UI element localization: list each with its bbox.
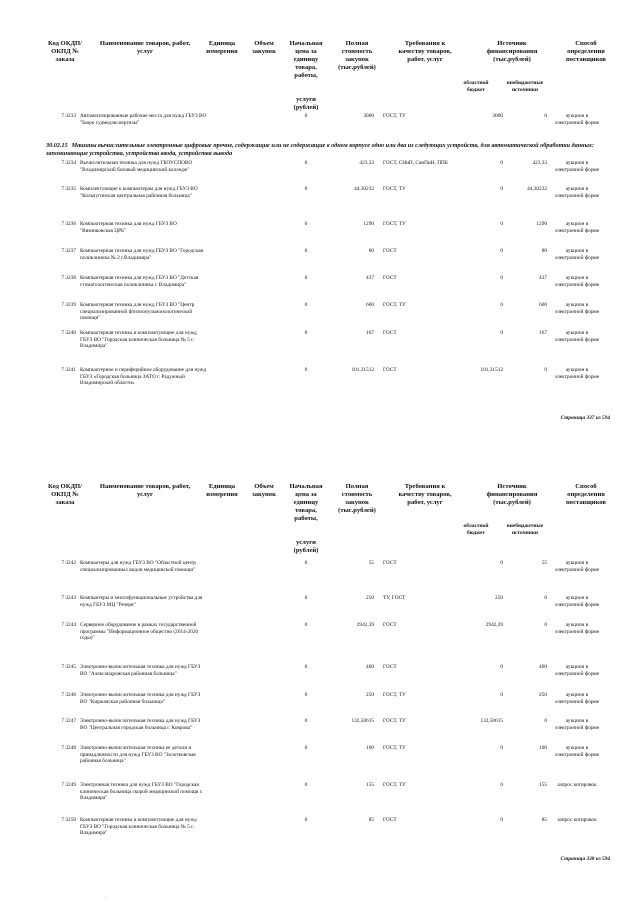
- header-code: Код ОКДП/ ОКПД № заказа: [48, 483, 82, 506]
- unit-price: 0: [304, 817, 308, 823]
- order-code: 7 3247: [61, 718, 76, 724]
- procurement-method: аукцион в электронной форме: [554, 221, 600, 234]
- extra-budget: 55: [541, 560, 547, 566]
- quality-requirements: ГОСТ, ТУ: [383, 782, 406, 788]
- quality-requirements: ГОСТ, ТУ: [383, 745, 406, 751]
- procurement-method: аукцион в электронной форме: [554, 718, 600, 731]
- regional-budget: 0: [500, 745, 503, 751]
- order-code: 7 3233: [61, 113, 76, 119]
- unit-price: 0: [304, 664, 308, 670]
- procurement-method: запрос котировок: [557, 817, 597, 823]
- item-name: Электронно-вычислительная техника для нужд ГБУЗ ВО "Киржачская районная больница": [80, 692, 201, 705]
- quality-requirements: ГОСТ, ТУ: [383, 186, 406, 192]
- item-name: Компьютерное и периферийное оборудование для нужд ГБУЗ «Городская больница ЗАТО г. Радужный Владимирской области»: [80, 367, 207, 387]
- extra-budget: 1290: [536, 221, 547, 227]
- header-name: Наименование товаров, работ, услуг: [99, 40, 191, 55]
- extra-budget: 0: [544, 718, 547, 724]
- quality-requirements: ГОСТ: [383, 560, 397, 566]
- okpd-code: 30.02.15: [46, 142, 68, 149]
- total-cost: 437: [366, 275, 374, 281]
- header-source: Источник финансирования (тыс.рублей): [486, 483, 538, 506]
- extra-budget: 437: [539, 275, 547, 281]
- procurement-method: запрос котировок: [557, 782, 597, 788]
- regional-budget: 0: [500, 302, 503, 308]
- header-name: Наименование товаров, работ, услуг: [99, 483, 191, 498]
- order-code: 7 3237: [61, 248, 76, 254]
- item-name: Компьютерная техника для нужд ГБУЗ ВО "Центр специализированной фтизиопульмонологической помощи": [80, 302, 195, 322]
- regional-budget: 2942,39: [485, 622, 503, 628]
- extra-budget: 250: [539, 692, 547, 698]
- total-cost: 85: [368, 817, 374, 823]
- procurement-method: аукцион в электронной форме: [554, 367, 600, 380]
- total-cost: 44,30232: [354, 186, 374, 192]
- regional-budget: 3000: [492, 113, 503, 119]
- quality-requirements: ГОСТ: [383, 248, 397, 254]
- procurement-method: аукцион в электронной форме: [554, 622, 600, 635]
- header-price: Начальная цена за единицу товара, работы,: [289, 40, 323, 79]
- item-name: Компьютерная техника для нужд ГБУЗ ВО "Вязниковская ЦРБ": [80, 221, 177, 234]
- header-method: Способ определения поставщиков: [566, 40, 606, 63]
- regional-budget: 0: [500, 817, 503, 823]
- order-code: 7 3242: [61, 560, 76, 566]
- header-cost: Полная стоимость закупок (тыс.рублей): [338, 483, 376, 514]
- regional-budget: 250: [495, 595, 503, 601]
- quality-requirements: ТУ, ГОСТ: [383, 595, 406, 601]
- unit-price: 0: [304, 302, 308, 308]
- unit-price: 0: [304, 186, 308, 192]
- header-source-regional: областной бюджет: [463, 523, 489, 536]
- item-name: Электронно-вычислительная техника для нужд ГБУЗ ВО "Центральная городская больница г. Коврова": [80, 718, 201, 731]
- item-name: Компьютерная техника для нужд ГБУЗ ВО "Городская поликлиника № 2 г.Владимира": [80, 248, 203, 261]
- quality-requirements: ГОСТ, СНиП, СанПиН, ППБ: [383, 160, 448, 166]
- header-price-services: услуги (рублей): [293, 539, 319, 554]
- extra-budget: 600: [539, 302, 547, 308]
- quality-requirements: ГОСТ, ТУ: [383, 718, 406, 724]
- order-code: 7 3243: [61, 595, 76, 601]
- total-cost: 1290: [363, 221, 374, 227]
- unit-price: 0: [304, 782, 308, 788]
- extra-budget: 0: [544, 595, 547, 601]
- quality-requirements: ГОСТ, ТУ: [383, 113, 406, 119]
- header-unit: Единица измерения: [206, 483, 238, 498]
- unit-price: 0: [304, 221, 308, 227]
- header-price: Начальная цена за единицу товара, работы,: [289, 483, 323, 522]
- item-name: Вычислительная техника для нужд ГБОУСПОВО "Владимирский базовый медицинский колледж": [80, 160, 193, 173]
- item-name: Комплектующие к компьютерам для нужд ГБУЗ ВО "Кольчугинская центральная районная больница": [80, 186, 198, 199]
- total-cost: 3000: [363, 113, 374, 119]
- quality-requirements: ГОСТ, ТУ: [383, 302, 406, 308]
- order-code: 7 3235: [61, 186, 76, 192]
- regional-budget: 0: [500, 330, 503, 336]
- quality-requirements: ГОСТ: [383, 664, 397, 670]
- order-code: 7 3241: [61, 367, 76, 373]
- header-volume: Объем закупок: [252, 40, 276, 55]
- procurement-method: аукцион в электронной форме: [554, 745, 600, 758]
- item-name: Компьютерная техника для нужд ГБУЗ ВО "Детская стоматологическая поликлиника г. Владимира": [80, 275, 199, 288]
- unit-price: 0: [304, 367, 308, 373]
- header-requirements: Требования к качеству товаров, работ, услуг: [398, 40, 452, 63]
- order-code: 7 3250: [61, 817, 76, 823]
- unit-price: 0: [304, 692, 308, 698]
- item-name: Автоматизированные рабочие места для нужд ГБУЗ ВО "Бюро судмедэкспертизы": [80, 113, 207, 126]
- order-code: 7 3238: [61, 275, 76, 281]
- unit-price: 0: [304, 622, 308, 628]
- quality-requirements: ГОСТ: [383, 330, 397, 336]
- total-cost: 155: [366, 782, 374, 788]
- extra-budget: 0: [544, 113, 547, 119]
- procurement-method: аукцион в электронной форме: [554, 302, 600, 315]
- regional-budget: 0: [500, 160, 503, 166]
- item-name: Серверное оборудование в рамках государственной программы "Информационное общество (2014-2020 годы)": [80, 622, 199, 642]
- page-number: Страница 337 из 594: [560, 415, 610, 421]
- procurement-method: аукцион в электронной форме: [554, 186, 600, 199]
- quality-requirements: ГОСТ, ТУ: [383, 692, 406, 698]
- total-cost: 167: [366, 330, 374, 336]
- regional-budget: 0: [500, 248, 503, 254]
- extra-budget: 400: [539, 664, 547, 670]
- regional-budget: 0: [500, 275, 503, 281]
- total-cost: 132,50615: [351, 718, 374, 724]
- unit-price: 0: [304, 113, 308, 119]
- item-name: Электронная техника для нужд ГБУЗ ВО "Городская клиническая больница скорой медицинской помощи г. Владимира": [80, 782, 203, 802]
- unit-price: 0: [304, 560, 308, 566]
- extra-budget: 0: [544, 622, 547, 628]
- total-cost: 100: [366, 745, 374, 751]
- procurement-method: аукцион в электронной форме: [554, 595, 600, 608]
- header-method: Способ определения поставщиков: [566, 483, 606, 506]
- extra-budget: 100: [539, 745, 547, 751]
- header-source-extra: внебюджетные источники: [506, 80, 544, 93]
- order-code: 7 3239: [61, 302, 76, 308]
- extra-budget: 85: [541, 817, 547, 823]
- total-cost: 55: [368, 560, 374, 566]
- unit-price: 0: [304, 595, 308, 601]
- regional-budget: 0: [500, 692, 503, 698]
- total-cost: 101,31512: [351, 367, 374, 373]
- order-code: 7 3236: [61, 221, 76, 227]
- total-cost: 423,33: [359, 160, 374, 166]
- unit-price: 0: [304, 160, 308, 166]
- header-price-services: услуги (рублей): [293, 96, 319, 111]
- unit-price: 0: [304, 745, 308, 751]
- page-number: Страница 338 из 594: [560, 856, 610, 862]
- total-cost: 400: [366, 664, 374, 670]
- header-source: Источник финансирования (тыс.рублей): [486, 40, 538, 63]
- header-source-extra: внебюджетные источники: [506, 523, 544, 536]
- procurement-method: аукцион в электронной форме: [554, 664, 600, 677]
- regional-budget: 101,31512: [480, 367, 503, 373]
- unit-price: 0: [304, 718, 308, 724]
- unit-price: 0: [304, 248, 308, 254]
- item-name: Компьютеры и многофункциональные устройства для нужд ГБУЗ МЦ "Резерв": [80, 595, 203, 608]
- order-code: 7 3234: [61, 160, 76, 166]
- quality-requirements: ГОСТ: [383, 367, 397, 373]
- total-cost: 250: [366, 595, 374, 601]
- order-code: 7 3240: [61, 330, 76, 336]
- procurement-method: аукцион в электронной форме: [554, 560, 600, 573]
- unit-price: 0: [304, 275, 308, 281]
- procurement-method: аукцион в электронной форме: [554, 248, 600, 261]
- order-code: 7 3245: [61, 664, 76, 670]
- procurement-method: аукцион в электронной форме: [554, 330, 600, 343]
- total-cost: 2942,39: [356, 622, 374, 628]
- regional-budget: 0: [500, 221, 503, 227]
- regional-budget: 0: [500, 186, 503, 192]
- header-cost: Полная стоимость закупок (тыс.рублей): [338, 40, 376, 71]
- header-volume: Объем закупок: [252, 483, 276, 498]
- total-cost: 600: [366, 302, 374, 308]
- item-name: Электронно-вычислительная техника ее детали и принадлежности для нужд ГБУЗ ВО "Золотковская районная больница": [80, 745, 196, 765]
- order-code: 7 3248: [61, 745, 76, 751]
- quality-requirements: ГОСТ, ТУ: [383, 221, 406, 227]
- order-code: 7 3249: [61, 782, 76, 788]
- quality-requirements: ГОСТ: [383, 275, 397, 281]
- header-source-regional: областной бюджет: [463, 80, 489, 93]
- total-cost: 80: [368, 248, 374, 254]
- extra-budget: 155: [539, 782, 547, 788]
- procurement-method: аукцион в электронной форме: [554, 275, 600, 288]
- item-name: Компьютеры для нужд ГБУЗ ВО "Областной центр специализированных видов медицинской помощи": [80, 560, 196, 573]
- quality-requirements: ГОСТ: [383, 622, 397, 628]
- item-name: Электронно-вычислительная техника для нужд ГБУЗ ВО "Александровская районная больница": [80, 664, 201, 677]
- quality-requirements: ГОСТ: [383, 817, 397, 823]
- header-requirements: Требования к качеству товаров, работ, услуг: [398, 483, 452, 506]
- extra-budget: 423,33: [532, 160, 547, 166]
- procurement-method: аукцион в электронной форме: [554, 692, 600, 705]
- regional-budget: 132,50615: [480, 718, 503, 724]
- regional-budget: 0: [500, 664, 503, 670]
- header-unit: Единица измерения: [206, 40, 238, 55]
- order-code: 7 3244: [61, 622, 76, 628]
- extra-budget: 167: [539, 330, 547, 336]
- unit-price: 0: [304, 330, 308, 336]
- extra-budget: 80: [541, 248, 547, 254]
- scan-speck: ·: [105, 896, 107, 901]
- okpd-description: Машины вычислительные электронные цифровые прочие, содержащие или не содержащие в одном корпусе одно или два из следующих устройств, для автоматической обработки данных: запоминающие устройства, устройства ввода, устройства вывода: [46, 142, 595, 157]
- header-code: Код ОКДП/ ОКПД № заказа: [48, 40, 82, 63]
- item-name: Компьютерная техника и комплектующие для нужд ГБУЗ ВО "Городская клиническая больница № 5 г. Владимира": [80, 817, 197, 837]
- regional-budget: 0: [500, 782, 503, 788]
- procurement-method: аукцион в электронной форме: [554, 113, 600, 126]
- order-code: 7 3246: [61, 692, 76, 698]
- extra-budget: 44,30232: [527, 186, 547, 192]
- item-name: Компьютерная техника и комплектующие для нужд ГБУЗ ВО "Городская клиническая больница № 5 г. Владимира": [80, 330, 197, 350]
- regional-budget: 0: [500, 560, 503, 566]
- total-cost: 250: [366, 692, 374, 698]
- extra-budget: 0: [544, 367, 547, 373]
- procurement-method: аукцион в электронной форме: [554, 160, 600, 173]
